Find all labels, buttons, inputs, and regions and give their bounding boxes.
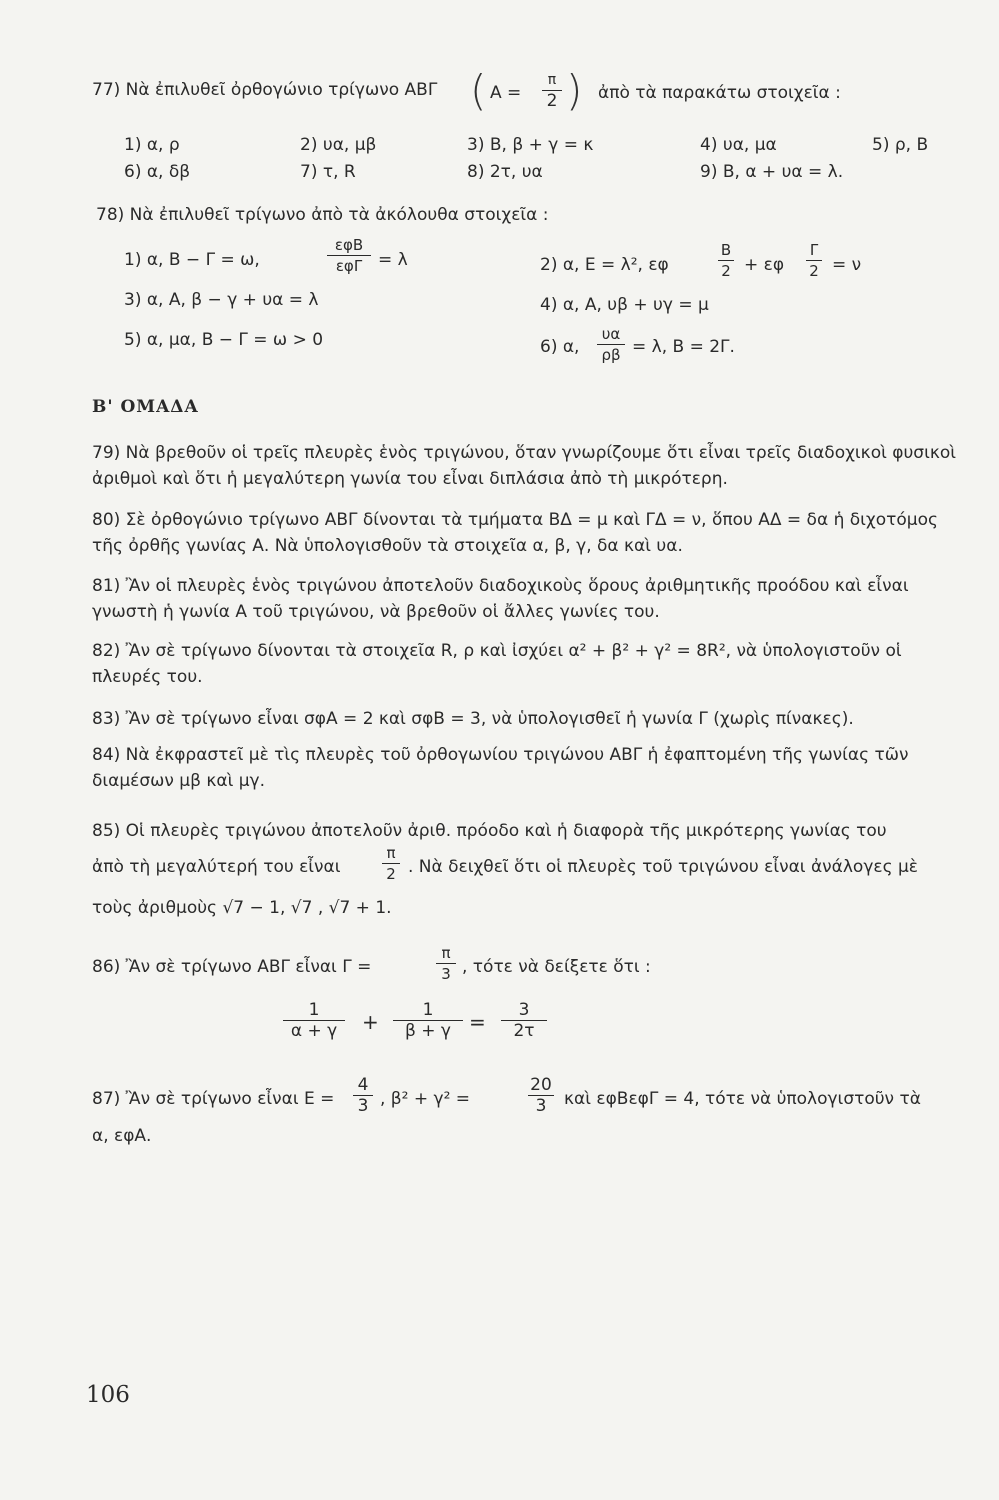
- ex77-item-9: 9) Β, α + υα = λ.: [700, 162, 844, 182]
- ex78-item6-lead: 6) α,: [540, 337, 580, 357]
- ex86-equals: =: [469, 1010, 486, 1034]
- ex80: 80) Σὲ ὀρθογώνιο τρίγωνο ΑΒΓ δίνονται τὰ τμήματα ΒΔ = μ καὶ ΓΔ = ν, ὅπου ΑΔ = δα ἡ διχοτόμος τῆς ὀρθῆς γωνίας Α. Νὰ ὑπολογισθοῦν τὰ στοιχεῖα α, β, γ, δα καὶ υα.: [92, 510, 938, 556]
- ex86-lead: 86) Ἂν σὲ τρίγωνο ΑΒΓ εἶναι Γ =: [92, 957, 372, 977]
- ex87-fraction-2: [528, 1075, 554, 1116]
- ex77-pi: π: [547, 72, 557, 88]
- ex77-item-1: 1) α, ρ: [124, 135, 180, 155]
- ex78-item4: 4) α, Α, υβ + υγ = μ: [540, 295, 709, 315]
- ex78-item1-tail: = λ: [378, 250, 408, 270]
- ex84: 84) Νὰ ἐκφραστεῖ μὲ τὶς πλευρὲς τοῦ ὀρθογωνίου τριγώνου ΑΒΓ ἡ ἐφαπτομένη τῆς γωνίας τῶν διαμέσων μβ καὶ μγ.: [92, 745, 909, 791]
- ex87-lead: 87) Ἂν σὲ τρίγωνο εἶναι Ε =: [92, 1089, 335, 1109]
- ex77-pi-over-2: [542, 70, 562, 111]
- ex78-item6-numerator: υα: [601, 325, 621, 343]
- ex86-plus: +: [362, 1010, 379, 1034]
- ex86-f2-numerator: 1: [422, 1000, 434, 1020]
- ex86-f3-denominator: 2τ: [513, 1021, 535, 1041]
- ex85-line3: τοὺς ἀριθμοὺς √7 − 1, √7 , √7 + 1.: [92, 898, 392, 918]
- ex86-f2-denominator: β + γ: [405, 1021, 451, 1041]
- ex87-f1-numerator: 4: [357, 1075, 369, 1095]
- ex78-item2-lead: 2) α, Ε = λ², εφ: [540, 255, 669, 275]
- ex86-fraction-2: [393, 1000, 463, 1041]
- left-parenthesis: (: [470, 66, 487, 115]
- ex78-item2-mid: + εφ: [744, 255, 785, 275]
- ex78-item2-b: Β: [720, 241, 732, 259]
- ex82: 82) Ἂν σὲ τρίγωνο δίνονται τὰ στοιχεῖα R, ρ καὶ ἰσχύει α² + β² + γ² = 8R², νὰ ὑπολογιστοῦν οἱ πλευρές του.: [92, 641, 902, 687]
- ex78-item1-lead: 1) α, Β − Γ = ω,: [124, 250, 260, 270]
- ex86-f1-numerator: 1: [308, 1000, 320, 1020]
- ex77-item-4: 4) υα, μα: [700, 135, 777, 155]
- ex83: 83) Ἂν σὲ τρίγωνο εἶναι σφΑ = 2 καὶ σφΒ = 3, νὰ ὑπολογισθεῖ ἡ γωνία Γ (χωρὶς πίνακες).: [92, 709, 854, 729]
- ex78-item2-frac-g: [806, 240, 822, 281]
- ex78-item2-two: 2: [721, 262, 731, 280]
- ex85-pi-over-2: [382, 843, 400, 884]
- ex78-item2-two2: 2: [809, 262, 819, 280]
- ex77-item-6: 6) α, δβ: [124, 162, 191, 182]
- ex87-f2-numerator: 20: [530, 1075, 552, 1095]
- ex86-pi-over-3: [436, 943, 456, 984]
- ex85-line2-tail: . Νὰ δειχθεῖ ὅτι οἱ πλευρὲς τοῦ τριγώνου εἶναι ἀνάλογες μὲ: [408, 857, 918, 877]
- ex77-trail: ἀπὸ τὰ παρακάτω στοιχεῖα :: [598, 83, 841, 103]
- ex78-item6-denominator: ρβ: [601, 346, 621, 364]
- ex78-item5: 5) α, μα, Β − Γ = ω > 0: [124, 330, 324, 350]
- ex77-item-2: 2) υα, μβ: [300, 135, 377, 155]
- ex78-item6-tail: = λ, Β = 2Γ.: [632, 337, 735, 357]
- ex78-item1-numerator: εφΒ: [334, 236, 364, 254]
- ex78-item2-g: Γ: [809, 241, 819, 259]
- ex86-tail: , τότε νὰ δείξετε ὅτι :: [462, 957, 651, 977]
- section-heading: Β' ΟΜΑΔΑ: [92, 397, 199, 417]
- ex79: 79) Νὰ βρεθοῦν οἱ τρεῖς πλευρὲς ἑνὸς τριγώνου, ὅταν γνωρίζουμε ὅτι εἶναι τρεῖς διαδοχικοὶ φυσικοὶ ἀριθμοὶ καὶ ὅτι ἡ μεγαλύτερη γωνία του εἶναι διπλάσια ἀπὸ τὴ μικρότερη.: [92, 443, 957, 489]
- ex77-item-8: 8) 2τ, υα: [467, 162, 543, 182]
- ex78-item2-frac-b: [718, 240, 734, 281]
- ex87-f2-denominator: 3: [535, 1096, 547, 1116]
- ex78-lead: 78) Νὰ ἐπιλυθεῖ τρίγωνο ἀπὸ τὰ ἀκόλουθα στοιχεῖα :: [96, 205, 549, 225]
- ex78-item6-fraction: [597, 324, 625, 365]
- ex85-pi: π: [386, 844, 396, 862]
- ex87-line2: α, εφΑ.: [92, 1126, 152, 1146]
- ex77-item-7: 7) τ, R: [300, 162, 356, 182]
- ex78-item1-fraction: [327, 235, 371, 276]
- ex78-item2-tail: = ν: [832, 255, 862, 275]
- ex77-a-eq: Α =: [490, 83, 522, 103]
- ex86-fraction-1: [283, 1000, 345, 1041]
- ex81: 81) Ἂν οἱ πλευρὲς ἑνὸς τριγώνου ἀποτελοῦν διαδοχικοὺς ὅρους ἀριθμητικῆς προόδου καὶ εἶναι γνωστὴ ἡ γωνία Α τοῦ τριγώνου, νὰ βρεθοῦν οἱ ἄλλες γωνίες του.: [92, 576, 909, 622]
- ex86-fraction-3: [501, 1000, 547, 1041]
- ex87-mid: , β² + γ² =: [380, 1089, 471, 1109]
- ex85-line2-lead: ἀπὸ τὴ μεγαλύτερή του εἶναι: [92, 857, 341, 877]
- ex85-two: 2: [386, 865, 396, 883]
- ex78-item1-denominator: εφΓ: [335, 257, 363, 275]
- ex87-fraction-1: [353, 1075, 373, 1116]
- ex87-f1-denominator: 3: [357, 1096, 369, 1116]
- ex86-three: 3: [441, 965, 451, 983]
- ex77-item-3: 3) Β, β + γ = κ: [467, 135, 594, 155]
- ex78-item3: 3) α, Α, β − γ + υα = λ: [124, 290, 319, 310]
- ex77-two: 2: [546, 91, 558, 111]
- ex86-pi: π: [441, 944, 451, 962]
- right-parenthesis: ): [566, 66, 583, 115]
- ex87-tail: καὶ εφΒεφΓ = 4, τότε νὰ ὑπολογιστοῦν τὰ: [564, 1089, 921, 1109]
- ex85-line1: 85) Οἱ πλευρὲς τριγώνου ἀποτελοῦν ἀριθ. πρόοδο καὶ ἡ διαφορὰ τῆς μικρότερης γωνίας του: [92, 821, 887, 841]
- ex86-f1-denominator: α + γ: [290, 1021, 338, 1041]
- ex77-item-5: 5) ρ, Β: [872, 135, 929, 155]
- ex86-f3-numerator: 3: [518, 1000, 530, 1020]
- ex77-lead: 77) Νὰ ἐπιλυθεῖ ὀρθογώνιο τρίγωνο ΑΒΓ: [92, 80, 438, 100]
- page-number: 106: [86, 1382, 130, 1408]
